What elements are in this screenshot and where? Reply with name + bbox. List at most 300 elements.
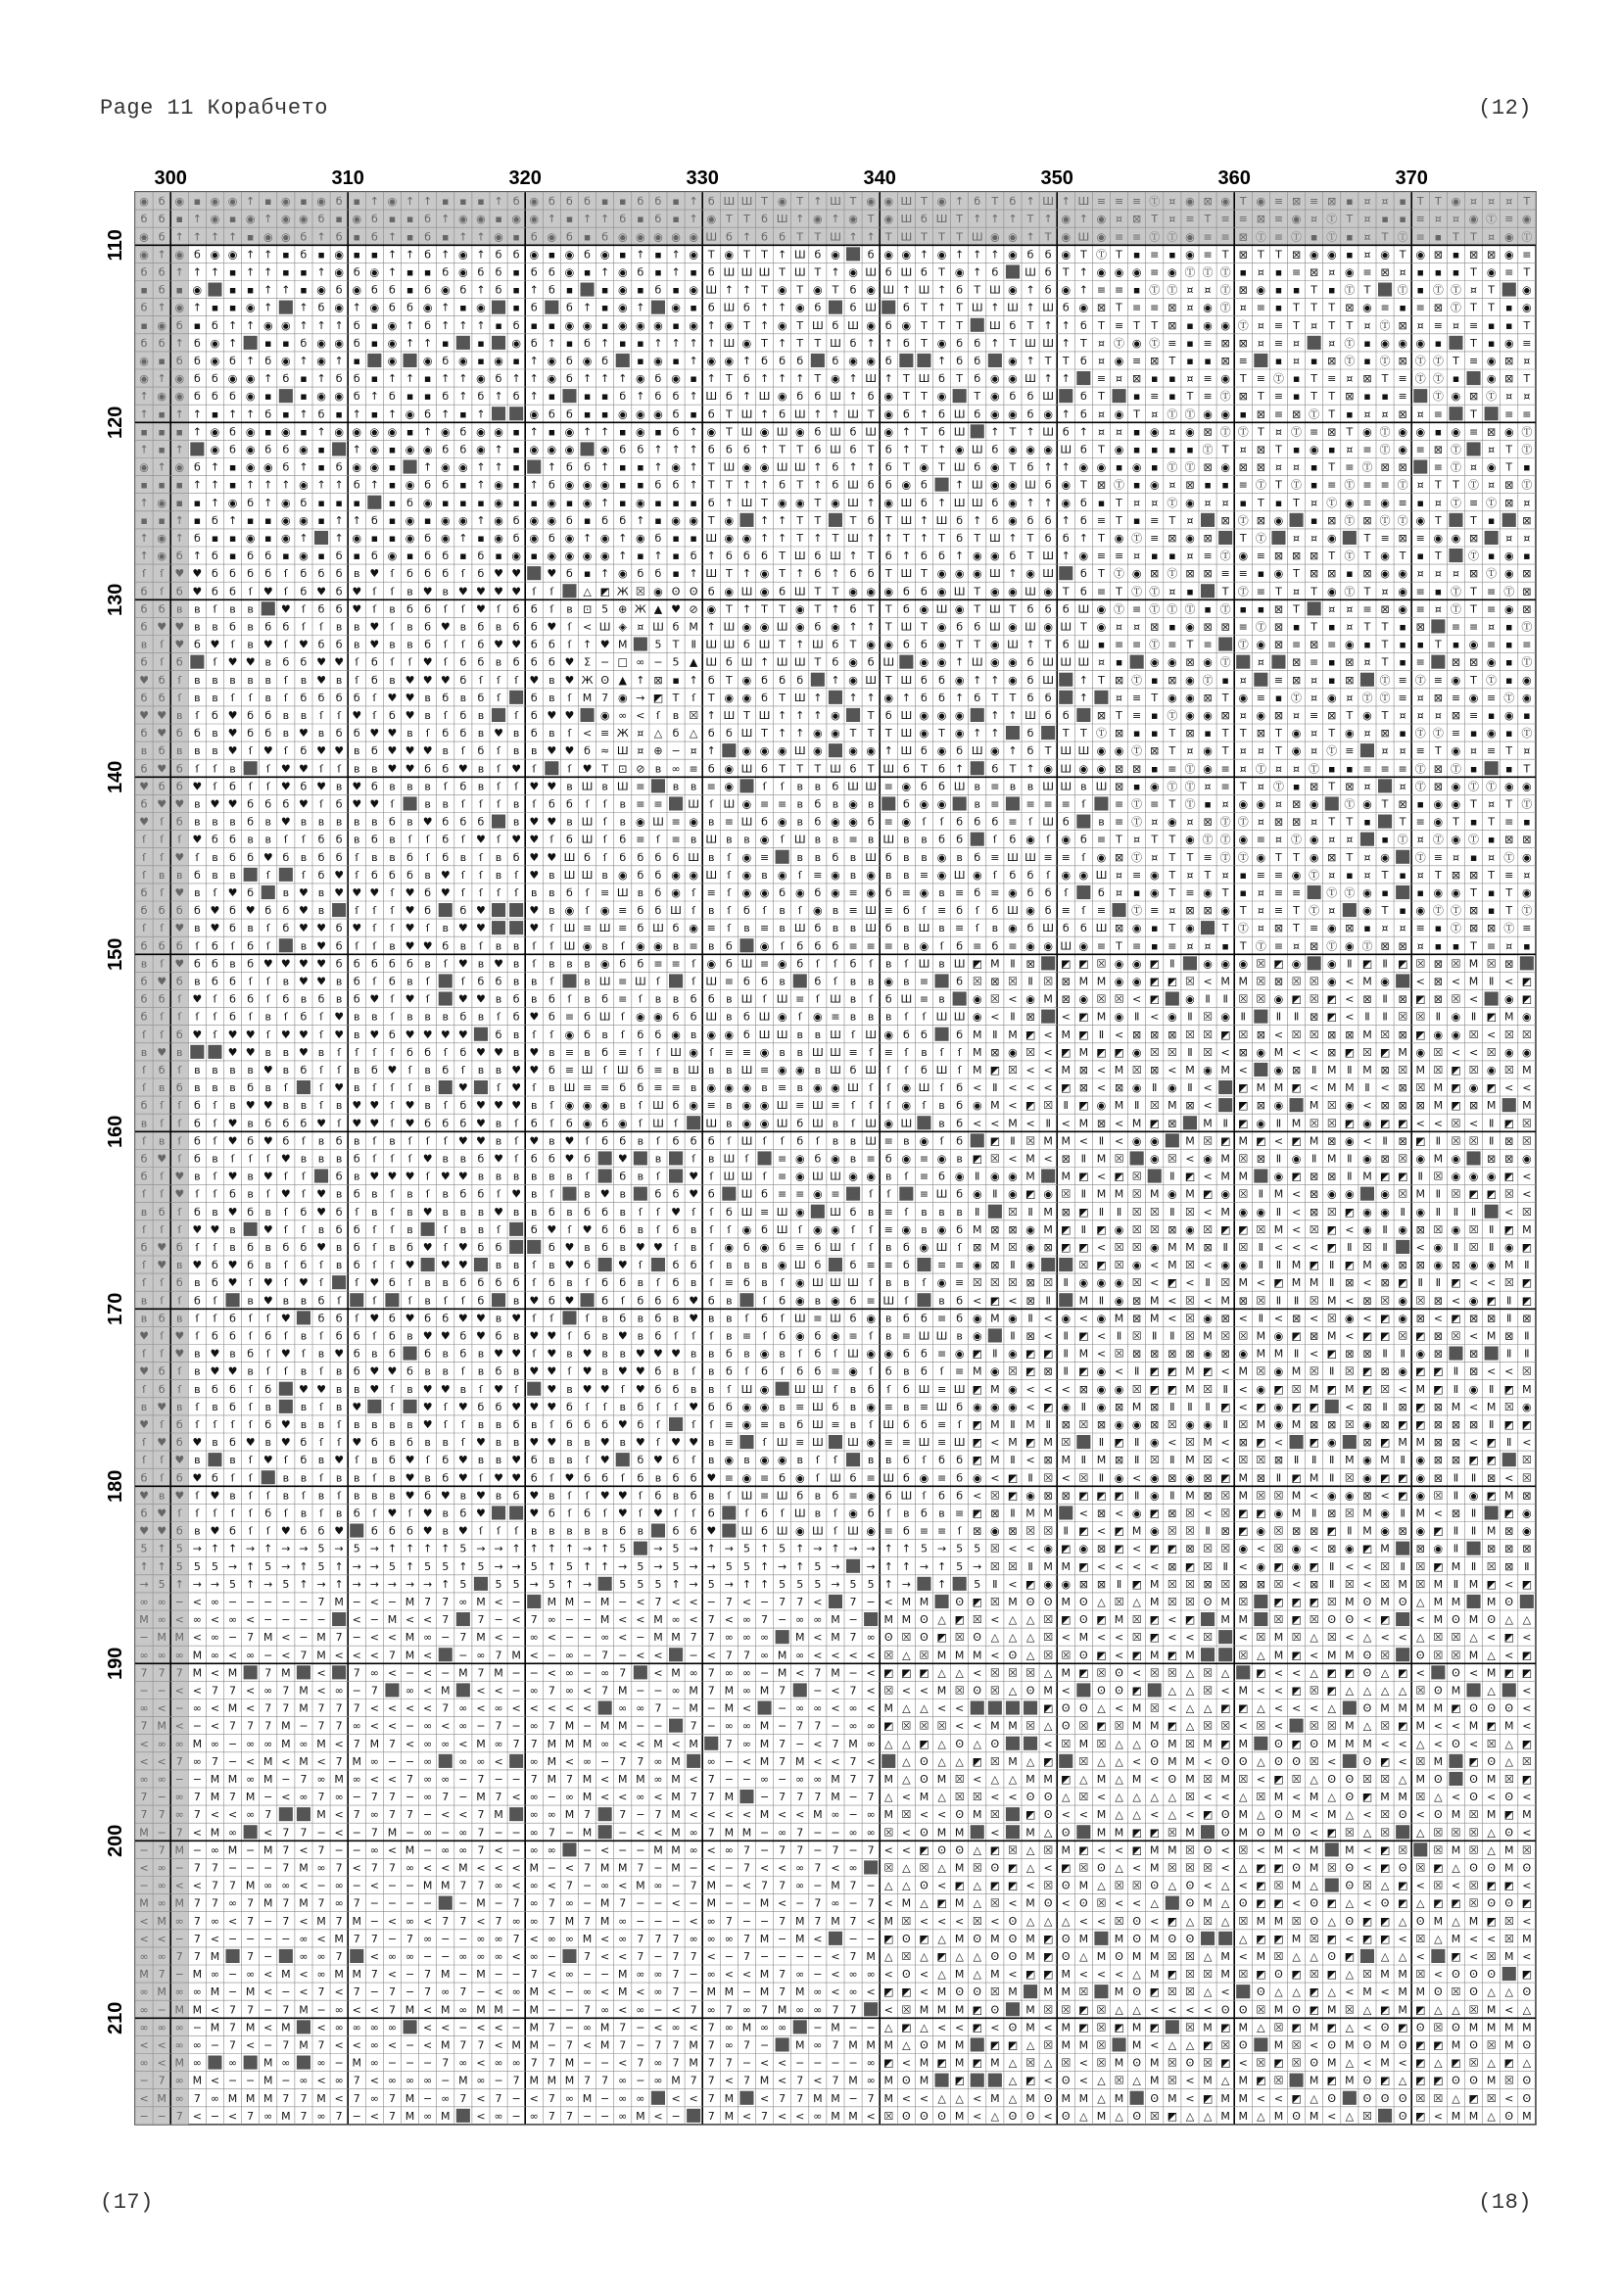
cell-symbol: Т xyxy=(884,230,892,243)
cell-symbol: ♥ xyxy=(352,709,361,722)
cell-symbol: ▪ xyxy=(300,284,307,297)
cell-symbol: ſ xyxy=(549,922,554,934)
cell-symbol: ≡ xyxy=(1504,213,1513,225)
cell-symbol: б xyxy=(548,656,555,669)
cell-symbol: Т xyxy=(1487,816,1495,829)
cell-symbol: ▪ xyxy=(1204,479,1211,492)
cell-symbol: Ⓣ xyxy=(1238,425,1249,438)
cell-symbol: ☒ xyxy=(1008,1064,1018,1076)
cell-symbol: ◉ xyxy=(1274,1171,1284,1183)
cell-symbol: ſ xyxy=(160,656,165,669)
cell-symbol: ſ xyxy=(834,975,838,987)
cell-symbol: Ⓣ xyxy=(1326,886,1337,899)
cell-symbol: ◉ xyxy=(725,1081,735,1094)
cell-symbol: ≡ xyxy=(1380,479,1389,492)
cell-symbol: в xyxy=(815,780,821,792)
cell-symbol: б xyxy=(194,1134,201,1147)
cell-symbol: M xyxy=(1220,975,1230,987)
cell-symbol: ◉ xyxy=(813,284,823,297)
cell-symbol: б xyxy=(779,1241,786,1254)
cell-symbol: в xyxy=(336,780,342,792)
cell-symbol: ◉ xyxy=(1167,1081,1177,1094)
cell-symbol: Ш xyxy=(759,390,771,403)
cell-symbol: ◉ xyxy=(1079,461,1089,474)
cell-symbol: Ⅱ xyxy=(1489,1134,1494,1147)
cell-symbol: Ⅱ xyxy=(1471,1011,1476,1024)
cell-symbol: б xyxy=(566,230,573,243)
cell-symbol: Т xyxy=(725,407,733,420)
cell-symbol: ▪ xyxy=(495,319,501,332)
cell-symbol: ◩ xyxy=(973,957,982,970)
cell-symbol: в xyxy=(921,834,927,846)
cell-symbol: ◉ xyxy=(866,744,876,757)
cell-symbol: ↑ xyxy=(228,230,237,243)
cell-symbol: Ш xyxy=(900,213,912,225)
cell-symbol: Ш xyxy=(705,284,717,297)
cell-symbol: ◉ xyxy=(1487,1064,1497,1076)
cell-symbol: Т xyxy=(1310,390,1317,403)
cell-symbol: Ⓣ xyxy=(1433,284,1444,297)
cell-symbol: ◩ xyxy=(1291,1081,1301,1094)
cell-symbol: в xyxy=(779,904,785,917)
cell-symbol: ſ xyxy=(284,1223,289,1236)
cell-symbol: ◉ xyxy=(1274,1099,1284,1112)
cell-symbol: ◉ xyxy=(1469,1294,1479,1307)
cell-fill xyxy=(421,1222,435,1236)
cell-symbol: ◉ xyxy=(883,585,893,598)
cell-symbol: Ш xyxy=(1024,479,1036,492)
cell-symbol: ◉ xyxy=(458,213,468,225)
cell-symbol: ↑ xyxy=(778,372,786,385)
cell-symbol: ſ xyxy=(160,1294,165,1307)
cell-symbol: б xyxy=(903,602,910,615)
cell-symbol: ☒ xyxy=(1380,1294,1390,1307)
cell-symbol: ◉ xyxy=(883,1117,893,1129)
cell-symbol: ◉ xyxy=(1079,939,1089,952)
cell-symbol: Ш xyxy=(617,780,629,792)
cell-symbol: Т xyxy=(920,567,928,580)
cell-symbol: ▪ xyxy=(371,337,378,350)
cell-symbol: ▪ xyxy=(1435,337,1442,350)
cell-fill xyxy=(1467,371,1481,385)
cell-symbol: Ш xyxy=(1042,816,1054,829)
cell-symbol: < xyxy=(990,1011,999,1024)
cell-symbol: ▪ xyxy=(584,265,591,278)
cell-symbol: Ш xyxy=(759,709,771,722)
cell-symbol: Т xyxy=(707,248,715,261)
cell-fill xyxy=(739,938,753,952)
cell-symbol: ♥ xyxy=(157,1152,167,1165)
cell-symbol: ◉ xyxy=(1132,922,1142,934)
cell-symbol: в xyxy=(513,1046,519,1059)
cell-symbol: Т xyxy=(725,567,733,580)
cell-symbol: ◉ xyxy=(1522,1152,1532,1165)
cell-symbol: ◉ xyxy=(1487,265,1497,278)
cell-symbol: Т xyxy=(760,195,768,208)
cell-symbol: ♥ xyxy=(192,1028,202,1041)
cell-symbol: ↑ xyxy=(600,213,609,225)
cell-symbol: ≡ xyxy=(1008,816,1017,829)
cell-symbol: ☒ xyxy=(1132,1206,1142,1219)
cell-symbol: Ⓣ xyxy=(1486,497,1497,509)
cell-symbol: ◉ xyxy=(902,780,912,792)
cell-symbol: ¤ xyxy=(1240,443,1247,455)
cell-symbol: → xyxy=(636,692,644,704)
cell-symbol: Ⅱ xyxy=(1400,1206,1405,1219)
cell-symbol: ◉ xyxy=(725,514,735,527)
cell-symbol: б xyxy=(814,816,821,829)
cell-symbol: ↑ xyxy=(441,372,450,385)
cell-symbol: ≡ xyxy=(848,904,857,917)
cell-symbol: ▪ xyxy=(1240,886,1247,899)
cell-symbol: в xyxy=(815,851,821,864)
cell-symbol: в xyxy=(141,1294,147,1307)
cell-symbol: в xyxy=(868,1011,874,1024)
cell-symbol: ◉ xyxy=(937,639,947,651)
cell-symbol: б xyxy=(885,443,892,455)
cell-symbol: ↑ xyxy=(690,479,698,492)
cell-symbol: ſ xyxy=(461,567,466,580)
cell-symbol: в xyxy=(478,1011,484,1024)
cell-symbol: б xyxy=(850,1206,857,1219)
cell-symbol: ſ xyxy=(444,639,449,651)
cell-symbol: M xyxy=(1504,1259,1514,1271)
cell-symbol: ◉ xyxy=(1203,302,1213,314)
cell-fill xyxy=(1218,1098,1232,1112)
cell-symbol: в xyxy=(141,1117,147,1129)
cell-symbol: б xyxy=(761,692,768,704)
cell-symbol: ♥ xyxy=(441,869,451,882)
cell-symbol: ⊠ xyxy=(1522,514,1531,527)
cell-symbol: ◉ xyxy=(671,302,681,314)
cell-symbol: ◩ xyxy=(1078,957,1088,970)
cell-symbol: Ⅱ xyxy=(1382,1134,1387,1147)
cell-fill xyxy=(1431,619,1445,633)
cell-symbol: ♥ xyxy=(139,816,149,829)
cell-symbol: ◉ xyxy=(848,585,858,598)
cell-symbol: ▪ xyxy=(512,425,519,438)
cell-symbol: ◉ xyxy=(742,797,752,810)
cell-symbol: ◉ xyxy=(706,1081,716,1094)
cell-symbol: ſ xyxy=(479,869,484,882)
cell-symbol: ◩ xyxy=(1327,1223,1337,1236)
cell-symbol: ¤ xyxy=(1346,620,1353,633)
cell-symbol: в xyxy=(850,869,856,882)
cell-symbol: ↑ xyxy=(955,550,964,562)
cell-symbol: ◉ xyxy=(1452,390,1461,403)
cell-symbol: Т xyxy=(1434,744,1442,757)
cell-symbol: б xyxy=(478,567,485,580)
cell-symbol: ◉ xyxy=(565,265,575,278)
cell-symbol: ♥ xyxy=(636,1241,645,1254)
cell-symbol: б xyxy=(442,1064,449,1076)
cell-symbol: б xyxy=(424,904,431,917)
cell-symbol: в xyxy=(833,797,838,810)
cell-symbol: ◩ xyxy=(1451,1099,1460,1112)
cell-symbol: ◉ xyxy=(848,816,858,829)
cell-symbol: б xyxy=(406,869,413,882)
cell-symbol: ◉ xyxy=(778,319,787,332)
cell-symbol: ↑ xyxy=(1025,195,1034,208)
cell-symbol: ◉ xyxy=(1522,886,1532,899)
cell-symbol: б xyxy=(176,816,183,829)
cell-symbol: б xyxy=(301,656,308,669)
cell-symbol: ◉ xyxy=(742,744,752,757)
cell-symbol: Ⓣ xyxy=(1220,834,1231,846)
cell-symbol: ▪ xyxy=(1151,762,1158,775)
cell-symbol: в xyxy=(265,1011,271,1024)
cell-symbol: ♥ xyxy=(529,904,539,917)
cell-symbol: ◉ xyxy=(831,869,840,882)
cell-symbol: ⊠ xyxy=(1292,195,1301,208)
cell-symbol: ☒ xyxy=(1256,1294,1265,1307)
cell-symbol: ▪ xyxy=(442,497,449,509)
cell-symbol: ⊠ xyxy=(1522,585,1531,598)
cell-symbol: ▪ xyxy=(619,497,626,509)
cell-symbol: в xyxy=(496,656,501,669)
cell-symbol: б xyxy=(1045,284,1052,297)
cell-symbol: ◉ xyxy=(706,425,716,438)
cell-symbol: ♥ xyxy=(369,639,379,651)
cell-symbol: ♥ xyxy=(211,1223,220,1236)
cell-symbol: б xyxy=(176,975,183,987)
cell-symbol: Ⓣ xyxy=(1220,851,1231,864)
cell-symbol: ↑ xyxy=(1079,284,1088,297)
cell-symbol: ≡ xyxy=(1115,230,1123,243)
cell-symbol: Т xyxy=(1381,797,1389,810)
cell-symbol: б xyxy=(566,1117,573,1129)
cell-symbol: Ш xyxy=(847,1081,859,1094)
cell-fill xyxy=(581,283,595,297)
cell-fill xyxy=(1166,1133,1179,1147)
cell-symbol: Ⓣ xyxy=(1220,302,1231,314)
cell-fill xyxy=(776,850,789,864)
cell-symbol: ſ xyxy=(372,1294,377,1307)
cell-symbol: ♥ xyxy=(565,1241,575,1254)
cell-symbol: Ш xyxy=(812,1117,824,1129)
cell-symbol: Т xyxy=(1239,195,1247,208)
cell-symbol: в xyxy=(956,1152,962,1165)
cell-symbol: ◉ xyxy=(211,213,220,225)
cell-symbol: ♥ xyxy=(441,1028,451,1041)
cell-symbol: ▪ xyxy=(1168,620,1175,633)
cell-symbol: ▪ xyxy=(176,425,183,438)
cell-symbol: б xyxy=(247,567,254,580)
cell-symbol: ↑ xyxy=(1025,425,1034,438)
cell-symbol: б xyxy=(566,461,573,474)
cell-symbol: в xyxy=(708,939,714,952)
cell-symbol: ſ xyxy=(302,834,307,846)
cell-symbol: ▪ xyxy=(531,550,538,562)
cell-symbol: < xyxy=(1504,1206,1513,1219)
cell-symbol: б xyxy=(264,355,271,367)
cell-symbol: б xyxy=(459,709,466,722)
cell-symbol: ¤ xyxy=(1168,425,1175,438)
cell-symbol: ⊠ xyxy=(1345,656,1354,669)
cell-symbol: б xyxy=(424,602,431,615)
cell-symbol: Ш xyxy=(865,674,877,687)
cell-symbol: ſ xyxy=(904,1046,909,1059)
cell-symbol: в xyxy=(406,639,412,651)
cell-symbol: б xyxy=(673,620,680,633)
cell-symbol: б xyxy=(531,692,538,704)
cell-symbol: ≡ xyxy=(1239,213,1248,225)
cell-symbol: Ⓣ xyxy=(1220,284,1231,297)
cell-symbol: в xyxy=(460,1206,466,1219)
cell-symbol: △ xyxy=(654,727,663,740)
cell-symbol: ↑ xyxy=(193,479,202,492)
cell-symbol: ⊠ xyxy=(1310,1188,1318,1201)
cell-symbol: ◉ xyxy=(1257,1046,1266,1059)
cell-symbol: ↑ xyxy=(690,674,698,687)
cell-symbol: ſ xyxy=(266,939,271,952)
cell-symbol: в xyxy=(283,1046,289,1059)
cell-symbol: ◉ xyxy=(600,904,610,917)
cell-symbol: Т xyxy=(1167,797,1175,810)
cell-symbol: Ш xyxy=(794,550,806,562)
cell-symbol: Ⓣ xyxy=(1326,230,1337,243)
cell-symbol: ◉ xyxy=(565,532,575,545)
cell-symbol: Т xyxy=(1327,302,1335,314)
cell-symbol: ♥ xyxy=(618,1152,628,1165)
cell-symbol: < xyxy=(1203,1081,1212,1094)
cell-symbol: ◉ xyxy=(973,1259,982,1271)
cell-symbol: б xyxy=(1027,922,1034,934)
cell-symbol: б xyxy=(833,461,839,474)
cell-symbol: ▲ xyxy=(619,674,628,687)
cell-symbol: ◉ xyxy=(565,443,575,455)
cell-symbol: ⊠ xyxy=(1399,355,1407,367)
cell-symbol: в xyxy=(229,869,235,882)
cell-symbol: в xyxy=(531,1171,537,1183)
cell-symbol: Ⓣ xyxy=(1521,620,1532,633)
cell-symbol: в xyxy=(301,1294,307,1307)
cell-symbol: б xyxy=(336,957,343,970)
cell-symbol: б xyxy=(336,567,343,580)
cell-symbol: б xyxy=(141,265,148,278)
cell-symbol: < xyxy=(1025,1064,1034,1076)
cell-symbol: Ш xyxy=(900,195,912,208)
cell-symbol: в xyxy=(301,709,307,722)
cell-symbol: ⊠ xyxy=(1399,461,1407,474)
cell-symbol: Ⅱ xyxy=(1169,957,1174,970)
cell-symbol: ◉ xyxy=(246,532,256,545)
cell-symbol: в xyxy=(850,1134,856,1147)
cell-symbol: Ⓣ xyxy=(1131,797,1142,810)
cell-symbol: Т xyxy=(1274,727,1282,740)
cell-symbol: б xyxy=(991,939,998,952)
cell-symbol: ◉ xyxy=(725,585,735,598)
cell-symbol: ♥ xyxy=(299,762,309,775)
cell-symbol: ſ xyxy=(408,1276,413,1289)
cell-symbol: ≡ xyxy=(1292,886,1301,899)
cell-symbol: ◩ xyxy=(1238,1081,1248,1094)
cell-symbol: Ⅱ xyxy=(1222,1241,1227,1254)
cell-symbol: ⊠ xyxy=(1327,425,1336,438)
cell-symbol: Ш xyxy=(777,1028,788,1041)
cell-symbol: Т xyxy=(1097,390,1105,403)
cell-symbol: ◉ xyxy=(334,248,344,261)
cell-symbol: ▪ xyxy=(690,532,696,545)
cell-symbol: в xyxy=(779,922,785,934)
cell-symbol: ↑ xyxy=(990,213,999,225)
cell-symbol: ≡ xyxy=(1274,674,1283,687)
cell-symbol: ☒ xyxy=(1256,975,1265,987)
cell-symbol: ſ xyxy=(249,1152,254,1165)
cell-symbol: ¤ xyxy=(1346,834,1353,846)
cell-symbol: ◉ xyxy=(370,265,380,278)
cell-symbol: ◉ xyxy=(600,1099,610,1112)
cell-fill xyxy=(758,1151,772,1165)
cell-fill xyxy=(332,442,346,455)
cell-symbol: ◉ xyxy=(883,195,893,208)
cell-symbol: ♥ xyxy=(281,957,291,970)
cell-symbol: M xyxy=(1239,1171,1249,1183)
cell-symbol: ◉ xyxy=(706,602,716,615)
cell-symbol: ◉ xyxy=(1257,195,1266,208)
cell-symbol: б xyxy=(318,407,325,420)
cell-fill xyxy=(829,1258,842,1271)
cell-symbol: б xyxy=(159,1312,166,1324)
cell-symbol: ◉ xyxy=(778,195,787,208)
cell-symbol: в xyxy=(921,1206,927,1219)
cell-symbol: ſ xyxy=(337,1046,342,1059)
cell-symbol: ↑ xyxy=(990,425,999,438)
cell-symbol: ≡ xyxy=(795,1099,804,1112)
cell-symbol: б xyxy=(212,390,218,403)
cell-symbol: б xyxy=(637,1064,643,1076)
cell-symbol: ◉ xyxy=(1043,762,1053,775)
cell-symbol: Ⅱ xyxy=(1294,1294,1299,1307)
cell-symbol: ◉ xyxy=(1257,851,1266,864)
cell-symbol: б xyxy=(584,1259,591,1271)
cell-symbol: в xyxy=(548,692,554,704)
cell-symbol: ▪ xyxy=(1275,265,1282,278)
cell-symbol: б xyxy=(141,886,148,899)
cell-symbol: ≡ xyxy=(1452,692,1460,704)
cell-symbol: в xyxy=(176,869,182,882)
cell-symbol: ſ xyxy=(160,1223,165,1236)
cell-symbol: Ⅱ xyxy=(1134,1011,1139,1024)
cell-symbol: ▪ xyxy=(140,425,147,438)
cell-symbol: ⊠ xyxy=(1380,602,1389,615)
cell-symbol: Ⓣ xyxy=(1415,762,1426,775)
cell-symbol: ↑ xyxy=(139,407,148,420)
cell-symbol: ≡ xyxy=(1274,213,1283,225)
cell-symbol: ¤ xyxy=(637,744,643,757)
cell-symbol: в xyxy=(620,797,626,810)
cell-fill xyxy=(367,354,381,367)
cell-symbol: б xyxy=(691,993,697,1006)
cell-symbol: б xyxy=(442,851,449,864)
cell-fill xyxy=(1502,513,1516,527)
cell-symbol: б xyxy=(496,248,502,261)
cell-symbol: ◩ xyxy=(1256,1134,1265,1147)
cell-symbol: Ⅱ xyxy=(1364,1081,1369,1094)
cell-symbol: ◉ xyxy=(1380,550,1390,562)
cell-symbol: ◩ xyxy=(1238,1099,1248,1112)
cell-symbol: ♥ xyxy=(476,834,486,846)
cell-symbol: ↑ xyxy=(955,656,964,669)
cell-symbol: ſ xyxy=(444,1134,449,1147)
cell-symbol: ¤ xyxy=(1133,834,1140,846)
cell-symbol: в xyxy=(513,1206,519,1219)
cell-symbol: ↑ xyxy=(1025,284,1034,297)
page-title: Page 11 Корабчето xyxy=(100,96,328,120)
cell-symbol: ◉ xyxy=(1061,479,1071,492)
cell-symbol: в xyxy=(496,1171,501,1183)
cell-symbol: ▪ xyxy=(406,230,413,243)
